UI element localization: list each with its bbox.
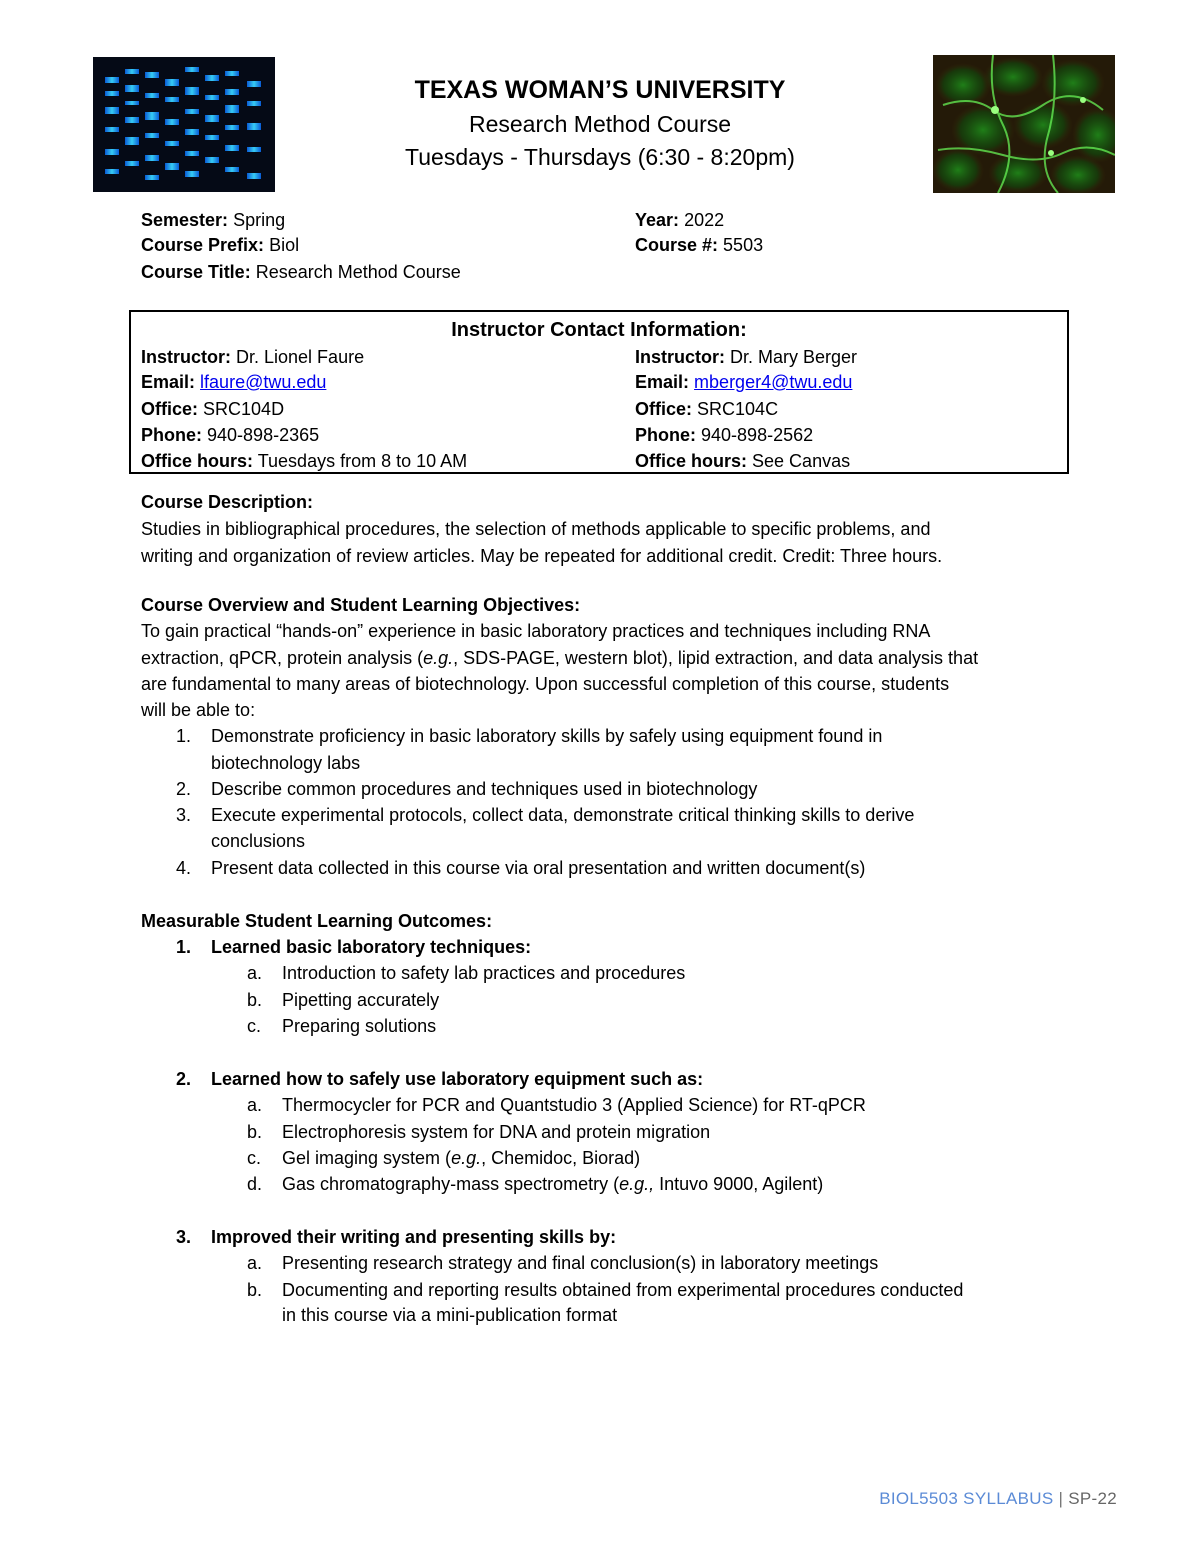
outcome-item-letter: a. [247,963,263,983]
fluorescent-cells-image [933,55,1115,193]
outcome-title: Learned how to safely use laboratory equipment such as: [211,1069,704,1089]
instructor1-hours-row [141,448,467,474]
instructor1-phone: 940-898-2365 [207,425,320,445]
objective-number: 4. [176,858,192,878]
prefix-row [141,232,299,258]
outcome-item-text: Documenting and reporting results obtained from experimental procedures conducted [282,1280,964,1300]
outcome-item-text: Presenting research strategy and final conclusion(s) in laboratory meetings [282,1253,879,1273]
objective-text: Execute experimental protocols, collect data, demonstrate critical thinking skills to derive [211,805,915,825]
outcome-item-letter: c. [247,1148,262,1168]
instructor2-email-row [635,369,852,395]
overview-line: To gain practical “hands-on” experience in basic laboratory practices and techniques including RNA [141,621,931,641]
outcome-item-letter: b. [247,1122,263,1142]
course-title-value: Research Method Course [255,262,461,282]
objective-number: 1. [176,726,192,746]
outcome-number: 2. [176,1069,192,1089]
dna-gel-graphic [93,57,275,192]
description-line: writing and organization of review articles. May be repeated for additional credit. Credit: Three hours. [141,546,943,566]
objective-text: Describe common procedures and techniques used in biotechnology [211,779,758,799]
instructor1-phone-row [141,422,319,448]
outcome-text: Intuvo 9000, Agilent) [654,1174,824,1194]
outcome-number: 3. [176,1227,192,1247]
instructor2-hours: See Canvas [752,451,851,471]
outcome-item-text: Preparing solutions [282,1016,437,1036]
outcome-eg: e.g. [451,1148,482,1168]
semester-label: Semester: [141,210,229,230]
outcome-item-letter: a. [247,1253,263,1273]
instructor2-office-row [635,396,778,422]
prefix-value: Biol [269,235,300,255]
footer-label: BIOL5503 SYLLABUS [879,1489,1054,1508]
footer-page: SP-22 [1068,1489,1117,1508]
instructor1-hours: Tuesdays from 8 to 10 AM [257,451,468,471]
dna-gel-image [93,57,275,192]
course-number-value: 5503 [723,235,764,255]
objective-number: 3. [176,805,192,825]
objective-text: Present data collected in this course via oral presentation and written document(s) [211,858,866,878]
description-heading: Course Description: [141,492,314,512]
course-schedule: Tuesdays - Thursdays (6:30 - 8:20pm) [405,144,795,170]
instructor2-name: Dr. Mary Berger [730,347,858,367]
year-row [635,207,724,233]
footer-separator: | [1058,1489,1064,1508]
outcome-item-letter: c. [247,1016,262,1036]
page-footer [879,1489,1117,1509]
overview-text: extraction, qPCR, protein analysis ( [141,648,424,668]
instructor2-office: SRC104C [697,399,779,419]
header-title-block [300,72,900,174]
instructor1-email-row [141,369,326,395]
instructor2-name-row [635,344,857,370]
objective-text: Demonstrate proficiency in basic laboratory skills by safely using equipment found in [211,726,883,746]
fluorescent-cells-graphic [933,55,1115,193]
objective-text: conclusions [211,831,306,851]
instructor1-name-row [141,344,364,370]
instructor1-hours-label: Office hours: [141,451,254,471]
university-name: TEXAS WOMAN’S UNIVERSITY [414,76,786,104]
instructor2-email-label: Email: [635,372,690,392]
course-number-row [635,232,763,258]
instructor2-phone: 940-898-2562 [701,425,814,445]
instructor2-office-label: Office: [635,399,693,419]
instructor2-email-link[interactable]: mberger4@twu.edu [694,372,853,392]
outcome-item-text: Thermocycler for PCR and Quantstudio 3 (Applied Science) for RT-qPCR [282,1095,866,1115]
overview-eg: e.g. [423,648,454,668]
instructor1-email-link[interactable]: lfaure@twu.edu [200,372,327,392]
outcome-text: , Chemidoc, Biorad) [481,1148,641,1168]
description-line: Studies in bibliographical procedures, the selection of methods applicable to specific problems, and [141,519,931,539]
course-name: Research Method Course [468,111,732,137]
instructor1-phone-label: Phone: [141,425,202,445]
course-number-label: Course #: [635,235,719,255]
overview-line: will be able to: [141,700,256,720]
instructor1-label: Instructor: [141,347,231,367]
semester-row [141,207,285,233]
outcomes-heading: Measurable Student Learning Outcomes: [141,911,493,931]
outcome-text: Gas chromatography-mass spectrometry ( [282,1174,620,1194]
outcome-text: Gel imaging system ( [282,1148,452,1168]
instructor2-hours-row [635,448,850,474]
outcome-item-letter: a. [247,1095,263,1115]
instructor1-office-label: Office: [141,399,199,419]
instructor2-hours-label: Office hours: [635,451,748,471]
outcome-item-text: Introduction to safety lab practices and procedures [282,963,686,983]
instructor2-phone-row [635,422,813,448]
overview-line [141,645,1071,672]
objective-text: biotechnology labs [211,753,361,773]
course-title-row [141,259,461,285]
outcome-item-text [282,1171,1062,1198]
course-title-label: Course Title: [141,262,251,282]
overview-heading: Course Overview and Student Learning Objectives: [141,595,581,615]
instructor2-phone-label: Phone: [635,425,696,445]
outcome-item-text [282,1145,1062,1172]
objective-number: 2. [176,779,192,799]
instructor1-office-row [141,396,284,422]
year-value: 2022 [684,210,725,230]
outcome-item-text: Electrophoresis system for DNA and protein migration [282,1122,711,1142]
outcome-item-text: Pipetting accurately [282,990,440,1010]
instructor2-label: Instructor: [635,347,725,367]
outcome-number: 1. [176,937,192,957]
semester-value: Spring [233,210,286,230]
outcome-title: Learned basic laboratory techniques: [211,937,532,957]
year-label: Year: [635,210,680,230]
outcome-eg: e.g., [619,1174,655,1194]
outcome-item-letter: b. [247,990,263,1010]
prefix-label: Course Prefix: [141,235,265,255]
instructor1-name: Dr. Lionel Faure [236,347,365,367]
outcome-item-text: in this course via a mini-publication format [282,1305,618,1325]
overview-text: , SDS-PAGE, western blot), lipid extraction, and data analysis that [453,648,979,668]
overview-line: are fundamental to many areas of biotechnology. Upon successful completion of this course, students [141,674,950,694]
outcome-item-letter: d. [247,1174,263,1194]
instructor1-office: SRC104D [203,399,285,419]
contact-heading: Instructor Contact Information: [451,319,747,341]
outcome-title: Improved their writing and presenting skills by: [211,1227,617,1247]
outcome-item-letter: b. [247,1280,263,1300]
instructor1-email-label: Email: [141,372,196,392]
